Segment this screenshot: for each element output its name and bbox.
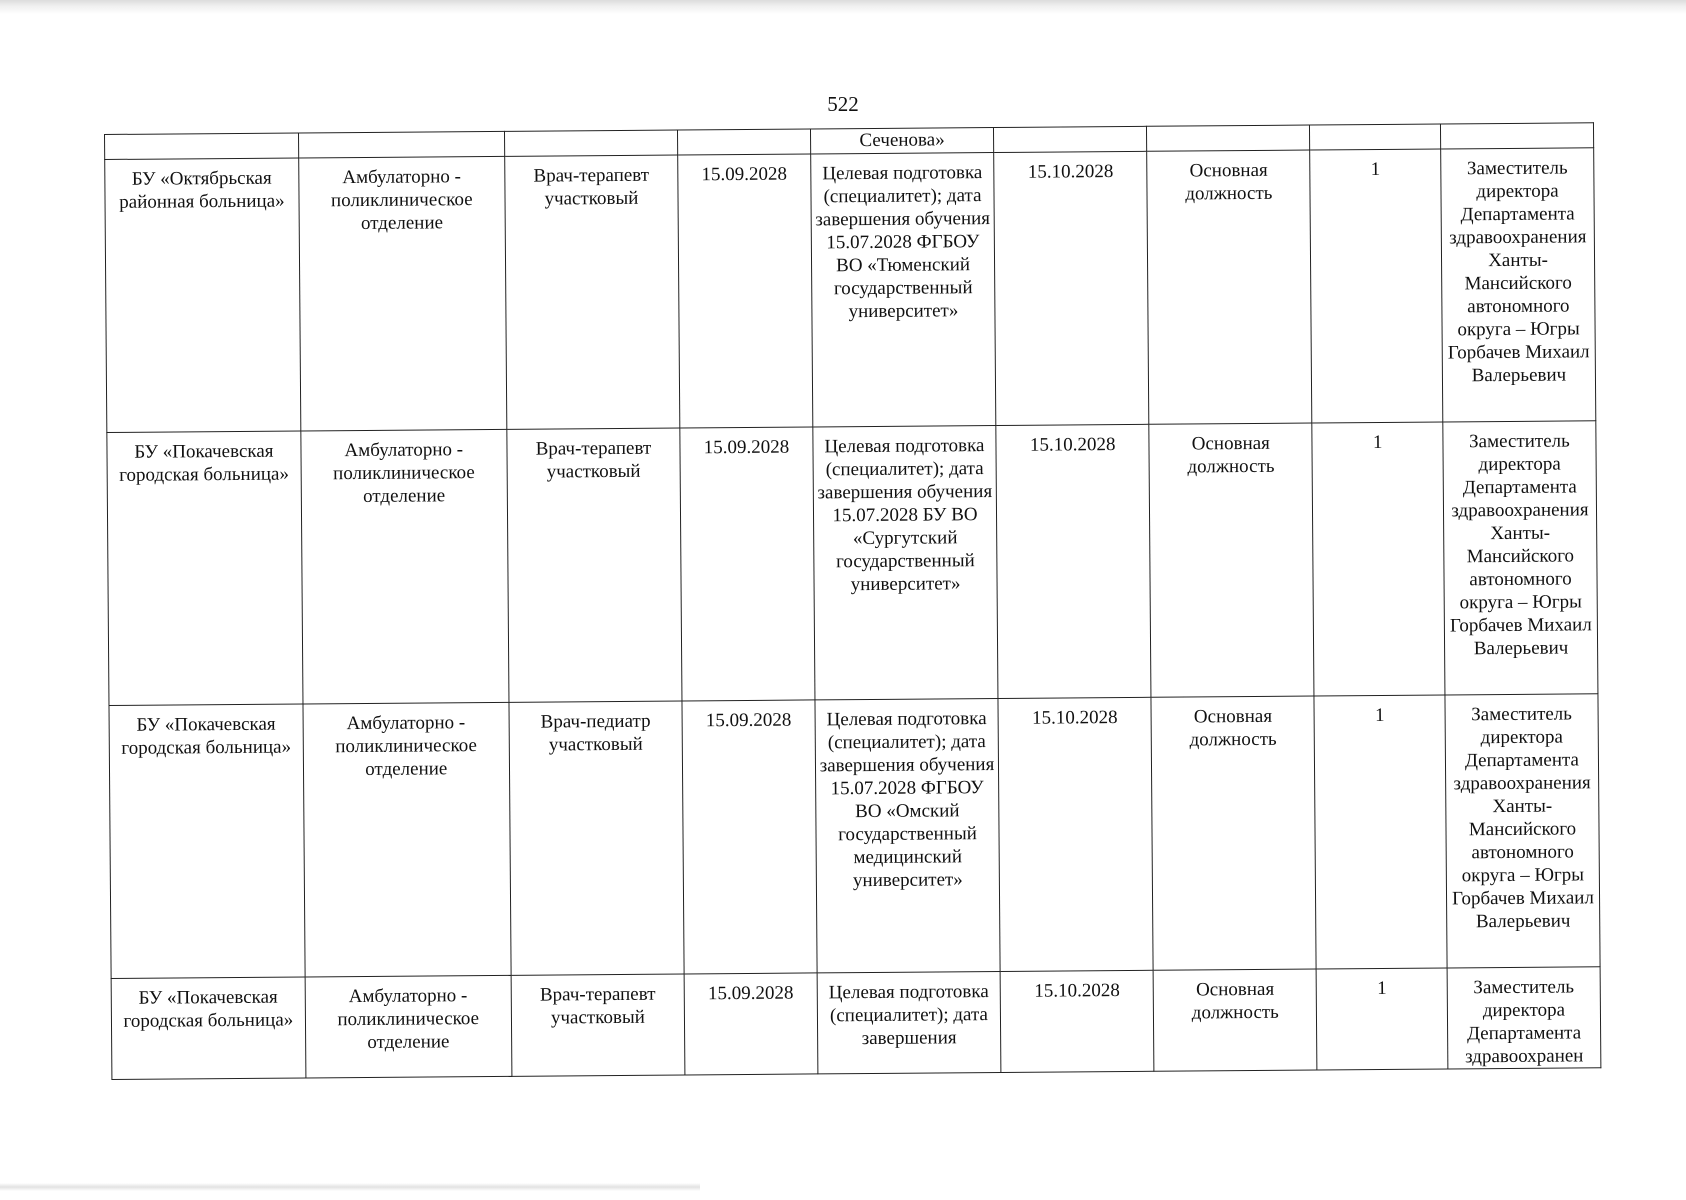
spill-cell — [298, 131, 504, 158]
spill-cell — [678, 129, 811, 155]
quantity-cell: 1 — [1314, 695, 1447, 969]
organization-cell: БУ «Октябрьская районная больница» — [105, 158, 301, 433]
responsible-cell: Заместитель директора Департамента здравоохранения Ханты-Мансийского автономного округа – Югры Горбачев Михаил Валерьевич — [1441, 148, 1596, 422]
scan-edge-bottom — [0, 1183, 700, 1191]
training-cell: Целевая подготовка (специалитет); дата завершения обучения 15.07.2028 ФГБОУ ВО «Тюменский государственный университет» — [810, 153, 996, 427]
table-row — [107, 421, 1598, 706]
organization-cell: БУ «Покачевская городская больница» — [109, 704, 305, 979]
date-start-cell: 15.09.2028 — [684, 973, 817, 1075]
responsible-cell: Заместитель директора Департамента здравоохранен — [1447, 967, 1601, 1069]
organization-cell: БУ «Покачевская городская больница» — [107, 431, 303, 706]
page-number: 522 — [827, 92, 859, 116]
spill-cell — [994, 126, 1147, 152]
spill-cell — [504, 130, 678, 156]
department-cell: Амбулаторно - поликлиническое отделение — [298, 156, 506, 431]
document-sheet — [104, 122, 1601, 1080]
table-row — [105, 148, 1596, 433]
date-end-cell: 15.10.2028 — [996, 424, 1151, 698]
department-cell: Амбулаторно - поликлиническое отделение — [303, 702, 511, 977]
vacancy-table — [104, 122, 1601, 1080]
date-start-cell: 15.09.2028 — [678, 154, 813, 428]
spill-cell — [1310, 124, 1441, 150]
training-cell: Целевая подготовка (специалитет); дата завершения обучения 15.07.2028 БУ ВО «Сургутский государственный университет» — [813, 426, 999, 700]
quantity-cell: 1 — [1312, 422, 1445, 696]
position-cell: Врач-терапевт участковый — [504, 155, 680, 429]
department-cell: Амбулаторно - поликлиническое отделение — [305, 975, 512, 1078]
organization-cell: БУ «Покачевская городская больница» — [111, 977, 306, 1080]
quantity-cell: 1 — [1317, 968, 1448, 1070]
date-end-cell: 15.10.2028 — [998, 697, 1153, 971]
spill-cell — [1440, 123, 1593, 149]
responsible-cell: Заместитель директора Департамента здравоохранения Ханты-Мансийского автономного округа – Югры Горбачев Михаил Валерьевич — [1443, 421, 1598, 695]
job-type-cell: Основная должность — [1147, 150, 1312, 424]
spill-training-cell: Сеченова» — [810, 128, 994, 154]
table-row — [111, 967, 1601, 1080]
spill-cell — [1147, 125, 1310, 151]
job-type-cell: Основная должность — [1151, 696, 1316, 970]
job-type-cell: Основная должность — [1149, 423, 1314, 697]
job-type-cell: Основная должность — [1153, 969, 1317, 1071]
training-cell: Целевая подготовка (специалитет); дата завершения обучения 15.07.2028 ФГБОУ ВО «Омский государственный медицинский университет» — [815, 698, 1001, 972]
position-cell: Врач-терапевт участковый — [511, 974, 685, 1076]
date-end-cell: 15.10.2028 — [1000, 970, 1154, 1072]
department-cell: Амбулаторно - поликлиническое отделение — [301, 429, 509, 704]
date-start-cell: 15.09.2028 — [682, 700, 817, 974]
responsible-cell: Заместитель директора Департамента здравоохранения Ханты-Мансийского автономного округа – Югры Горбачев Михаил Валерьевич — [1445, 694, 1600, 968]
position-cell: Врач-педиатр участковый — [509, 701, 685, 975]
quantity-cell: 1 — [1310, 149, 1443, 423]
spill-cell — [105, 133, 299, 160]
date-end-cell: 15.10.2028 — [994, 151, 1149, 425]
training-cell: Целевая подготовка (специалитет); дата завершения — [817, 971, 1001, 1073]
date-start-cell: 15.09.2028 — [680, 427, 815, 701]
position-cell: Врач-терапевт участковый — [507, 428, 683, 702]
scan-edge-top — [0, 0, 1686, 14]
table-row — [109, 694, 1600, 979]
